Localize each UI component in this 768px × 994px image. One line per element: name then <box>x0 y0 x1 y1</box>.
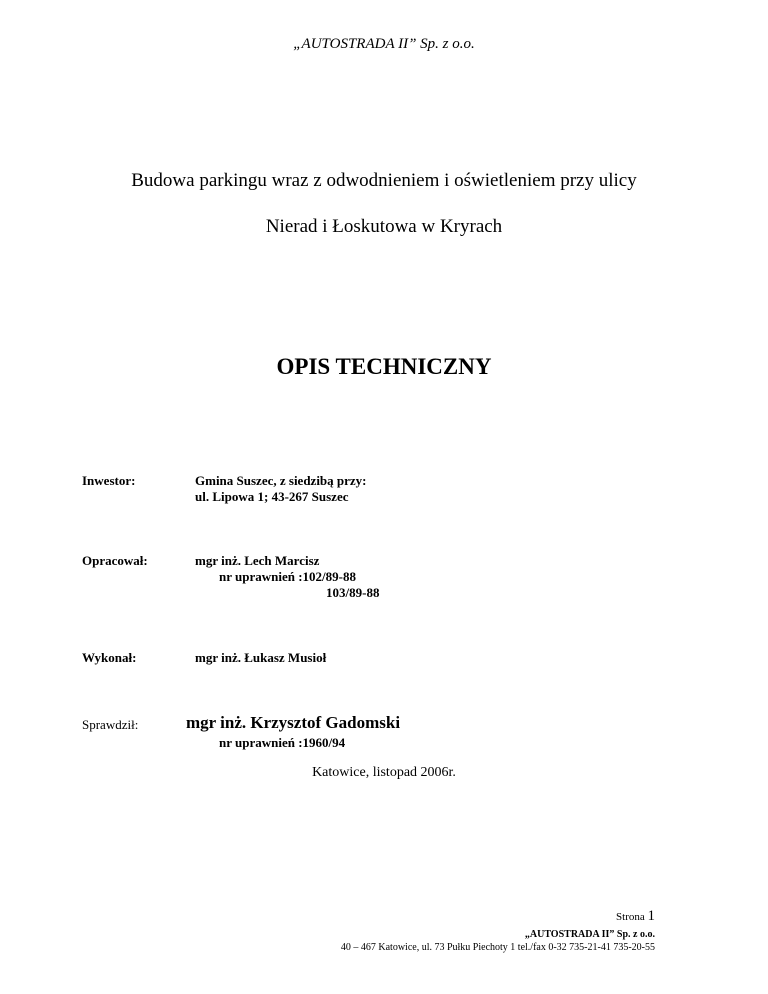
executed-by-label: Wykonał: <box>82 650 137 665</box>
project-title-line-2: Nierad i Łoskutowa w Kryrach <box>265 216 503 237</box>
investor-label: Inwestor: <box>82 473 136 488</box>
checked-by-license: nr uprawnień :1960/94 <box>219 735 346 750</box>
company-header: „AUTOSTRADA II” Sp. z o.o. <box>293 36 475 52</box>
page-label: Strona <box>616 911 645 923</box>
page-number <box>616 908 655 925</box>
project-title-line-1: Budowa parkingu wraz z odwodnieniem i oświetleniem przy ulicy <box>131 170 637 191</box>
investor-line-1: Gmina Suszec, z siedzibą przy: <box>195 473 367 488</box>
footer-address: 40 – 467 Katowice, ul. 73 Pułku Piechoty 1 tel./fax 0-32 735-21-41 735-20-55 <box>340 942 655 953</box>
prepared-by-license-2: 103/89-88 <box>326 585 380 600</box>
executed-by-name: mgr inż. Łukasz Musioł <box>195 650 327 665</box>
prepared-by-label: Opracował: <box>82 553 148 568</box>
page-number-value: 1 <box>647 908 655 924</box>
prepared-by-license-1: nr uprawnień :102/89-88 <box>219 569 356 584</box>
place-and-date: Katowice, listopad 2006r. <box>312 765 456 780</box>
checked-by-label: Sprawdził: <box>82 717 139 732</box>
checked-by-name: mgr inż. Krzysztof Gadomski <box>186 713 401 732</box>
footer-company: „AUTOSTRADA II” Sp. z o.o. <box>524 929 655 940</box>
prepared-by-name: mgr inż. Lech Marcisz <box>195 553 320 568</box>
investor-line-2: ul. Lipowa 1; 43-267 Suszec <box>195 489 349 504</box>
document-title: OPIS TECHNICZNY <box>276 354 492 379</box>
